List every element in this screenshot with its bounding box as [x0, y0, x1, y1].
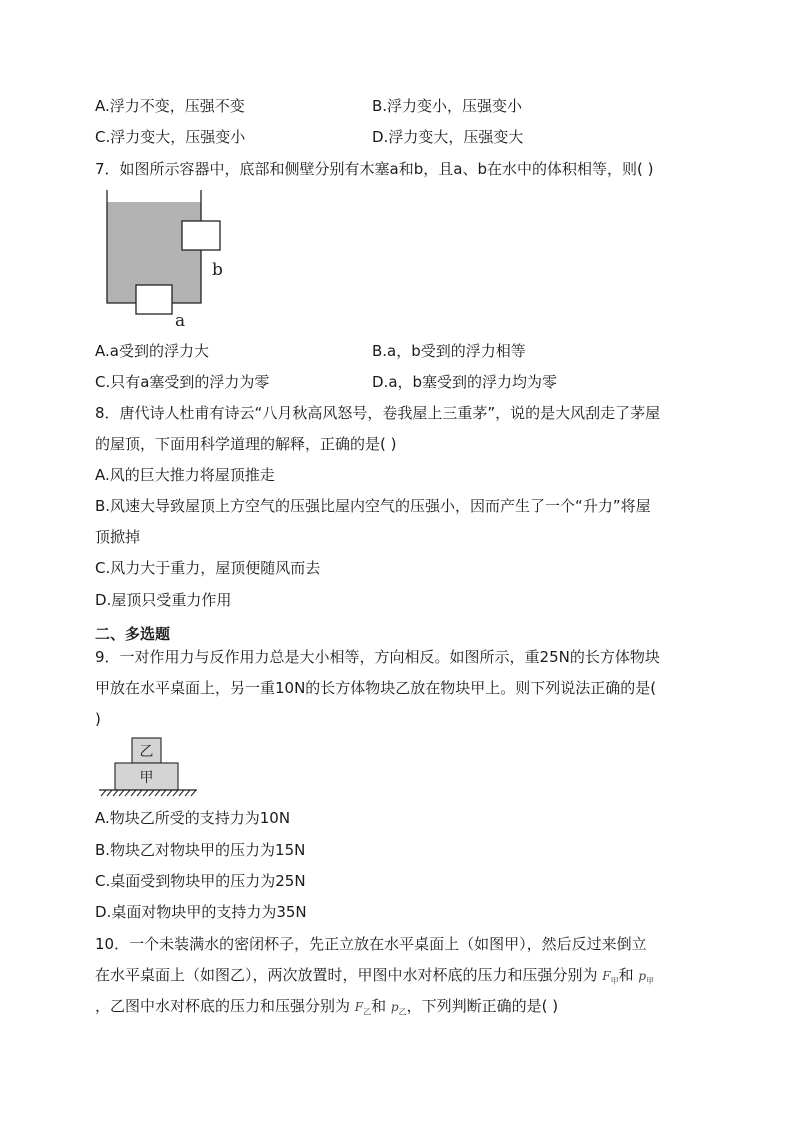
q10-stem-line2-text: 在水平桌面上（如图乙），两次放置时，甲图中水对杯底的压力和压强分别为 [95, 966, 598, 984]
block-yi-label: 乙 [139, 744, 154, 760]
q10-and-1: 和 [618, 966, 634, 984]
q8-stem-line1: 8．唐代诗人杜甫有诗云“八月秋高风怒号，卷我屋上三重茅”，说的是大风刮走了茅屋 [95, 404, 661, 422]
q8-option-a: A.风的巨大推力将屋顶推走 [95, 466, 275, 484]
q10-stem-line3 [95, 996, 558, 1022]
q7-stem: 7．如图所示容器中，底部和侧壁分别有木塞a和b，且a、b在水中的体积相等，则( ) [95, 160, 654, 178]
symbol-f-jia: $F_甲$ [602, 969, 619, 986]
plug-a [136, 285, 172, 314]
q9-stem-line3: ) [95, 710, 101, 728]
q7-option-a: A.a受到的浮力大 [95, 342, 209, 360]
q7-option-c: C.只有a塞受到的浮力为零 [95, 373, 270, 391]
q9-option-a: A.物块乙所受的支持力为10N [95, 809, 291, 827]
symbol-p-yi: $p_乙$ [390, 1000, 407, 1017]
q9-option-d: D.桌面对物块甲的支持力为35N [95, 903, 307, 921]
q9-blocks-figure [95, 735, 205, 800]
q8-option-c: C.风力大于重力，屋顶便随风而去 [95, 559, 321, 577]
q10-stem-line3-end: ，下列判断正确的是( ) [406, 997, 559, 1015]
block-jia-label: 甲 [139, 770, 154, 786]
q10-stem-line3-text: ，乙图中水对杯底的压力和压强分别为 [95, 997, 351, 1015]
q6-option-a: A.浮力不变，压强不变 [95, 97, 245, 115]
q9-option-c: C.桌面受到物块甲的压力为25N [95, 872, 306, 890]
q10-stem-line1: 10．一个未装满水的密闭杯子，先正立放在水平桌面上（如图甲），然后反过来倒立 [95, 935, 647, 953]
q9-option-b: B.物块乙对物块甲的压力为15N [95, 841, 306, 859]
q7-option-b: B.a，b受到的浮力相等 [372, 342, 526, 360]
q10-stem-line2 [95, 965, 654, 991]
symbol-p-jia: $p_甲$ [638, 969, 655, 986]
symbol-f-yi: $F_乙$ [354, 1000, 372, 1017]
q8-option-d: D.屋顶只受重力作用 [95, 591, 232, 609]
q10-and-2: 和 [371, 997, 387, 1015]
q9-stem-line1: 9．一对作用力与反作用力总是大小相等，方向相反。如图所示，重25N的长方体物块 [95, 648, 660, 666]
q6-option-c: C.浮力变大，压强变小 [95, 128, 246, 146]
table-hatching [101, 790, 196, 796]
plug-b [182, 221, 220, 250]
label-b: b [212, 260, 223, 280]
q7-option-d: D.a，b塞受到的浮力均为零 [372, 373, 558, 391]
q8-option-b-line1: B.风速大导致屋顶上方空气的压强比屋内空气的压强小，因而产生了一个“升力”将屋 [95, 497, 651, 515]
label-a: a [175, 311, 186, 331]
q6-option-b: B.浮力变小，压强变小 [372, 97, 523, 115]
q9-stem-line2: 甲放在水平桌面上，另一重10N的长方体物块乙放在物块甲上。则下列说法正确的是( [95, 679, 657, 697]
q7-container-figure [95, 185, 235, 335]
q8-stem-line2: 的屋顶，下面用科学道理的解释，正确的是( ) [95, 435, 397, 453]
q6-option-d: D.浮力变大，压强变大 [372, 128, 524, 146]
q8-option-b-line2: 顶掀掉 [95, 528, 141, 546]
section-title-multiple-choice: 二、多选题 [95, 625, 171, 643]
